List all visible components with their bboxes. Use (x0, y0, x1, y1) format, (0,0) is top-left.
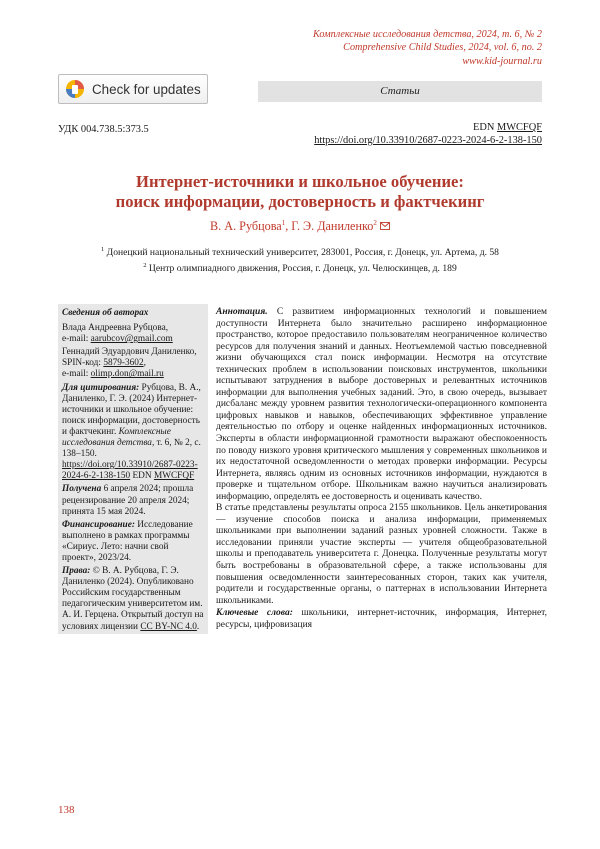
affiliation-1 (58, 243, 542, 259)
author-1: В. А. Рубцова (210, 219, 282, 234)
section-rubric: Статьи (258, 81, 542, 102)
check-for-updates-button[interactable] (58, 74, 208, 104)
email-label: e-mail: (62, 369, 91, 380)
author-2-spin-line: SPIN-код: 5879-3602, (62, 358, 146, 369)
received-text: 6 апреля 2024; прошла рецензирование 20 апреля 2024; принята 15 мая 2024. (62, 484, 194, 517)
sidebar-heading: Сведения об авторах (62, 308, 149, 318)
author-2-name: Геннадий Эдуардович Даниленко, (62, 347, 197, 358)
author-info-sidebar (58, 304, 208, 634)
journal-header (313, 28, 542, 68)
article-title (58, 172, 542, 212)
abstract-text-1: С развитием информационных технологий и повышением доступности Интернета было значительно расширено информационное пространство, которое предоставило пользователям неограниченное количество ресурсов для получения знаний и данных. Неотъемлемой частью повседневной жизни обучающихся стал поиск информации. Несмотря на отсутствие технических проблем в использовании поисковых инструментов, школьники испытывают затруднения в выборе достоверных и релевантных источников информации для выполнения учебных заданий. Это, в свою очередь, вызывает дисбаланс между уровнем развития технологически-операционного компонента цифровых навыков и навыков, обеспечивающих эффективное управление деятельностью по отбору и оценке найденных информационных источников. Эксперты в области информационной грамотности выражают обеспокоенность по поводу низкого уровня критического мышления у современных школьников и их недостаточной осведомленности о методах проверки информации. Ресурсы Интернета, являясь одним из основных источников информации, нуждаются в проверке и тщательном отборе. Школьникам важно научиться анализировать информацию, определять ее достоверность и оценивать качество. (216, 307, 547, 502)
edn-prefix: EDN (472, 122, 495, 133)
author-2: Г. Э. Даниленко (291, 219, 374, 234)
journal-name-ru: Комплексные исследования детства, 2024, т. 6, № 2 (313, 29, 542, 40)
affil-2-text: Центр олимпиадного движения, Россия, г. Донецк, ул. Челюскинцев, д. 189 (148, 263, 457, 275)
keywords-text: школьники, интернет-источник, информация, Интернет, ресурсы, цифровизация (216, 608, 547, 630)
udk-code: УДК 004.738.5:373.5 (58, 124, 149, 135)
received-block (62, 484, 204, 517)
abstract-paragraph-2: В статье представлены результаты опроса 2155 школьников. Цель анкетирования — изучение способов поиска и анализа информации, применяемых школьниками при выполнении заданий разных уровней сложности. Также в исследовании приняли участие эксперты — учителя общеобразовательной школы и преподаватель университета г. Донецка. Полученные результаты могут быть востребованы в образовательной сфере, а также использованы для повышения осведомленности заинтересованных сторон, таких как учителя, родители и государственные органы, о паттернах в использовании Интернета школьниками. (216, 503, 547, 606)
rights-label: Права: (62, 566, 91, 577)
citation-doi-link[interactable]: https://doi.org/10.33910/2687-0223-2024-6-2-138-150 (62, 460, 198, 482)
citation-block (62, 383, 204, 483)
author-2-email-link[interactable]: olimp.don@mail.ru (90, 369, 164, 380)
citation-edn-prefix: EDN (130, 471, 154, 482)
citation-edn-link[interactable]: MWCFQF (153, 471, 195, 482)
affil-2-sup: 2 (143, 262, 147, 270)
received-label: Получена (62, 484, 102, 495)
journal-website[interactable]: www.kid-journal.ru (462, 55, 542, 67)
rights-text: © В. А. Рубцова, Г. Э. Даниленко (2024). Опубликовано Российским государственным педагогическим университетом им. А. И. Герцена. Открытый доступ на условиях лицензии (62, 566, 204, 632)
abstract (216, 307, 547, 607)
identifiers (314, 121, 542, 147)
author-1-name: Влада Андреевна Рубцова, (62, 323, 169, 334)
keywords (216, 608, 547, 631)
author-2-email-line (62, 369, 204, 380)
check-updates-label: Check for updates (92, 81, 201, 97)
journal-name-en: Comprehensive Child Studies, 2024, vol. 6, no. 2 (343, 42, 542, 54)
author-2-sup: 2 (373, 219, 377, 227)
rights-end: . (196, 621, 200, 632)
authors-line: В. А. Рубцова$^1$, Г. Э. Даниленко$^2$ (58, 219, 542, 234)
affil-1-text: Донецкий национальный технический университет, 283001, Россия, г. Донецк, ул. Артема, д. 58 (106, 247, 499, 259)
citation-text: Рубцова, В. А., Даниленко, Г. Э. (2024) Интернет-источники и школьное обучение: поиск информации, достоверность и фактчекинг. (62, 382, 201, 437)
spin-label: SPIN-код: (62, 358, 104, 369)
envelope-icon[interactable] (380, 219, 390, 233)
abstract-paragraph-1 (216, 307, 547, 503)
author-2-spin-link[interactable]: 5879-3602 (103, 358, 144, 369)
keywords-label: Ключевые слова: (216, 608, 293, 618)
funding-label: Финансирование: (62, 519, 135, 530)
funding-text: Исследование выполнено в рамках программы «Сириус. Лето: начни свой проект», 2023/24. (62, 519, 193, 563)
title-line-1: Интернет-источники и школьное обучение: (136, 172, 464, 191)
citation-pages: т. 6, № 2, с. 138–150. (62, 438, 201, 460)
author-1-email-link[interactable]: aarubcov@gmail.com (90, 334, 173, 345)
title-line-2: поиск информации, достоверность и фактчекинг (115, 192, 485, 211)
citation-journal: Комплексные исследования детства, (62, 426, 171, 449)
affiliations (58, 243, 542, 276)
author-2-info (62, 347, 204, 380)
email-label: e-mail: (62, 334, 91, 345)
page-number: 138 (58, 804, 75, 816)
funding-block (62, 520, 204, 564)
abstract-label: Аннотация. (216, 307, 268, 317)
edn-line (314, 121, 542, 134)
check-updates-icon (65, 79, 85, 99)
license-link[interactable]: CC BY-NC 4.0 (140, 621, 197, 632)
affiliation-2 (58, 259, 542, 275)
doi-link[interactable]: https://doi.org/10.33910/2687-0223-2024-6-2-138-150 (314, 135, 542, 146)
citation-label: Для цитирования: (62, 382, 140, 393)
rights-block (62, 566, 204, 633)
author-1-info (62, 323, 204, 345)
author-1-email-line (62, 334, 204, 345)
affil-1-sup: 1 (101, 246, 105, 253)
edn-link[interactable]: MWCFQF (496, 122, 542, 133)
author-1-sup: 1 (281, 219, 286, 227)
